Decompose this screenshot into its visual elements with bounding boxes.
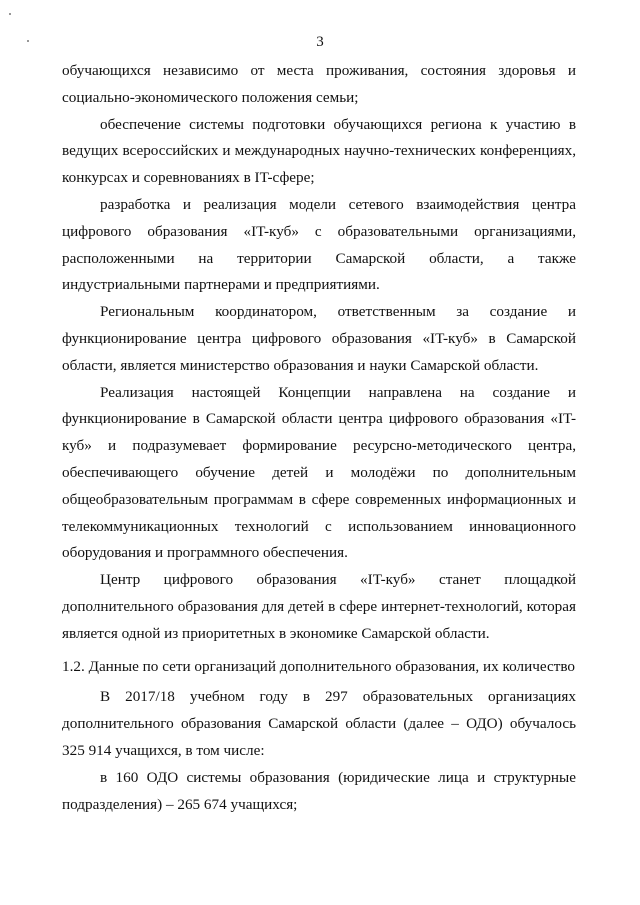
paragraph: В 2017/18 учебном году в 297 образовательных организациях дополнительного образования Самарской области (далее – ОДО) обучалось 325 914 учащихся, в том числе: <box>62 688 576 759</box>
paragraph: Реализация настоящей Концепции направлена на создание и функционирование в Самарской области центра цифрового образования «IT-куб» и подразумевает формирование ресурсно-методического центра, обеспечивающего обучение детей и молодёжи по дополнительным общеобразовательным программам в сфере современных информационных и телекоммуникационных технологий с использованием инновационного оборудования и программного обеспечения. <box>62 383 576 562</box>
paragraph: в 160 ОДО системы образования (юридические лица и структурные подразделения) – 265 674 учащихся; <box>62 768 576 813</box>
section-heading: 1.2. Данные по сети организаций дополнительного образования, их количество <box>62 657 576 675</box>
document-body <box>62 58 576 818</box>
paragraph: Региональным координатором, ответственным за создание и функционирование центра цифрового образования «IT-куб» в Самарской области, является министерство образования и науки Самарской области. <box>62 303 576 374</box>
paragraph-continuation: обучающихся независимо от места проживания, состояния здоровья и социально-экономического положения семьи; <box>62 62 576 106</box>
scan-speck <box>9 13 11 15</box>
paragraph: разработка и реализация модели сетевого взаимодействия центра цифрового образования «IT-куб» с образовательными организациями, расположенными на территории Самарской области, а также индустриальными партнерами и предприятиями. <box>62 195 576 294</box>
paragraph: Центр цифрового образования «IT-куб» станет площадкой дополнительного образования для детей в сфере интернет-технологий, которая является одной из приоритетных в экономике Самарской области. <box>62 571 576 642</box>
paragraph: обеспечение системы подготовки обучающихся региона к участию в ведущих всероссийских и международных научно-технических конференциях, конкурсах и соревнованиях в IT-сфере; <box>62 115 576 187</box>
page-number: 3 <box>316 34 324 50</box>
